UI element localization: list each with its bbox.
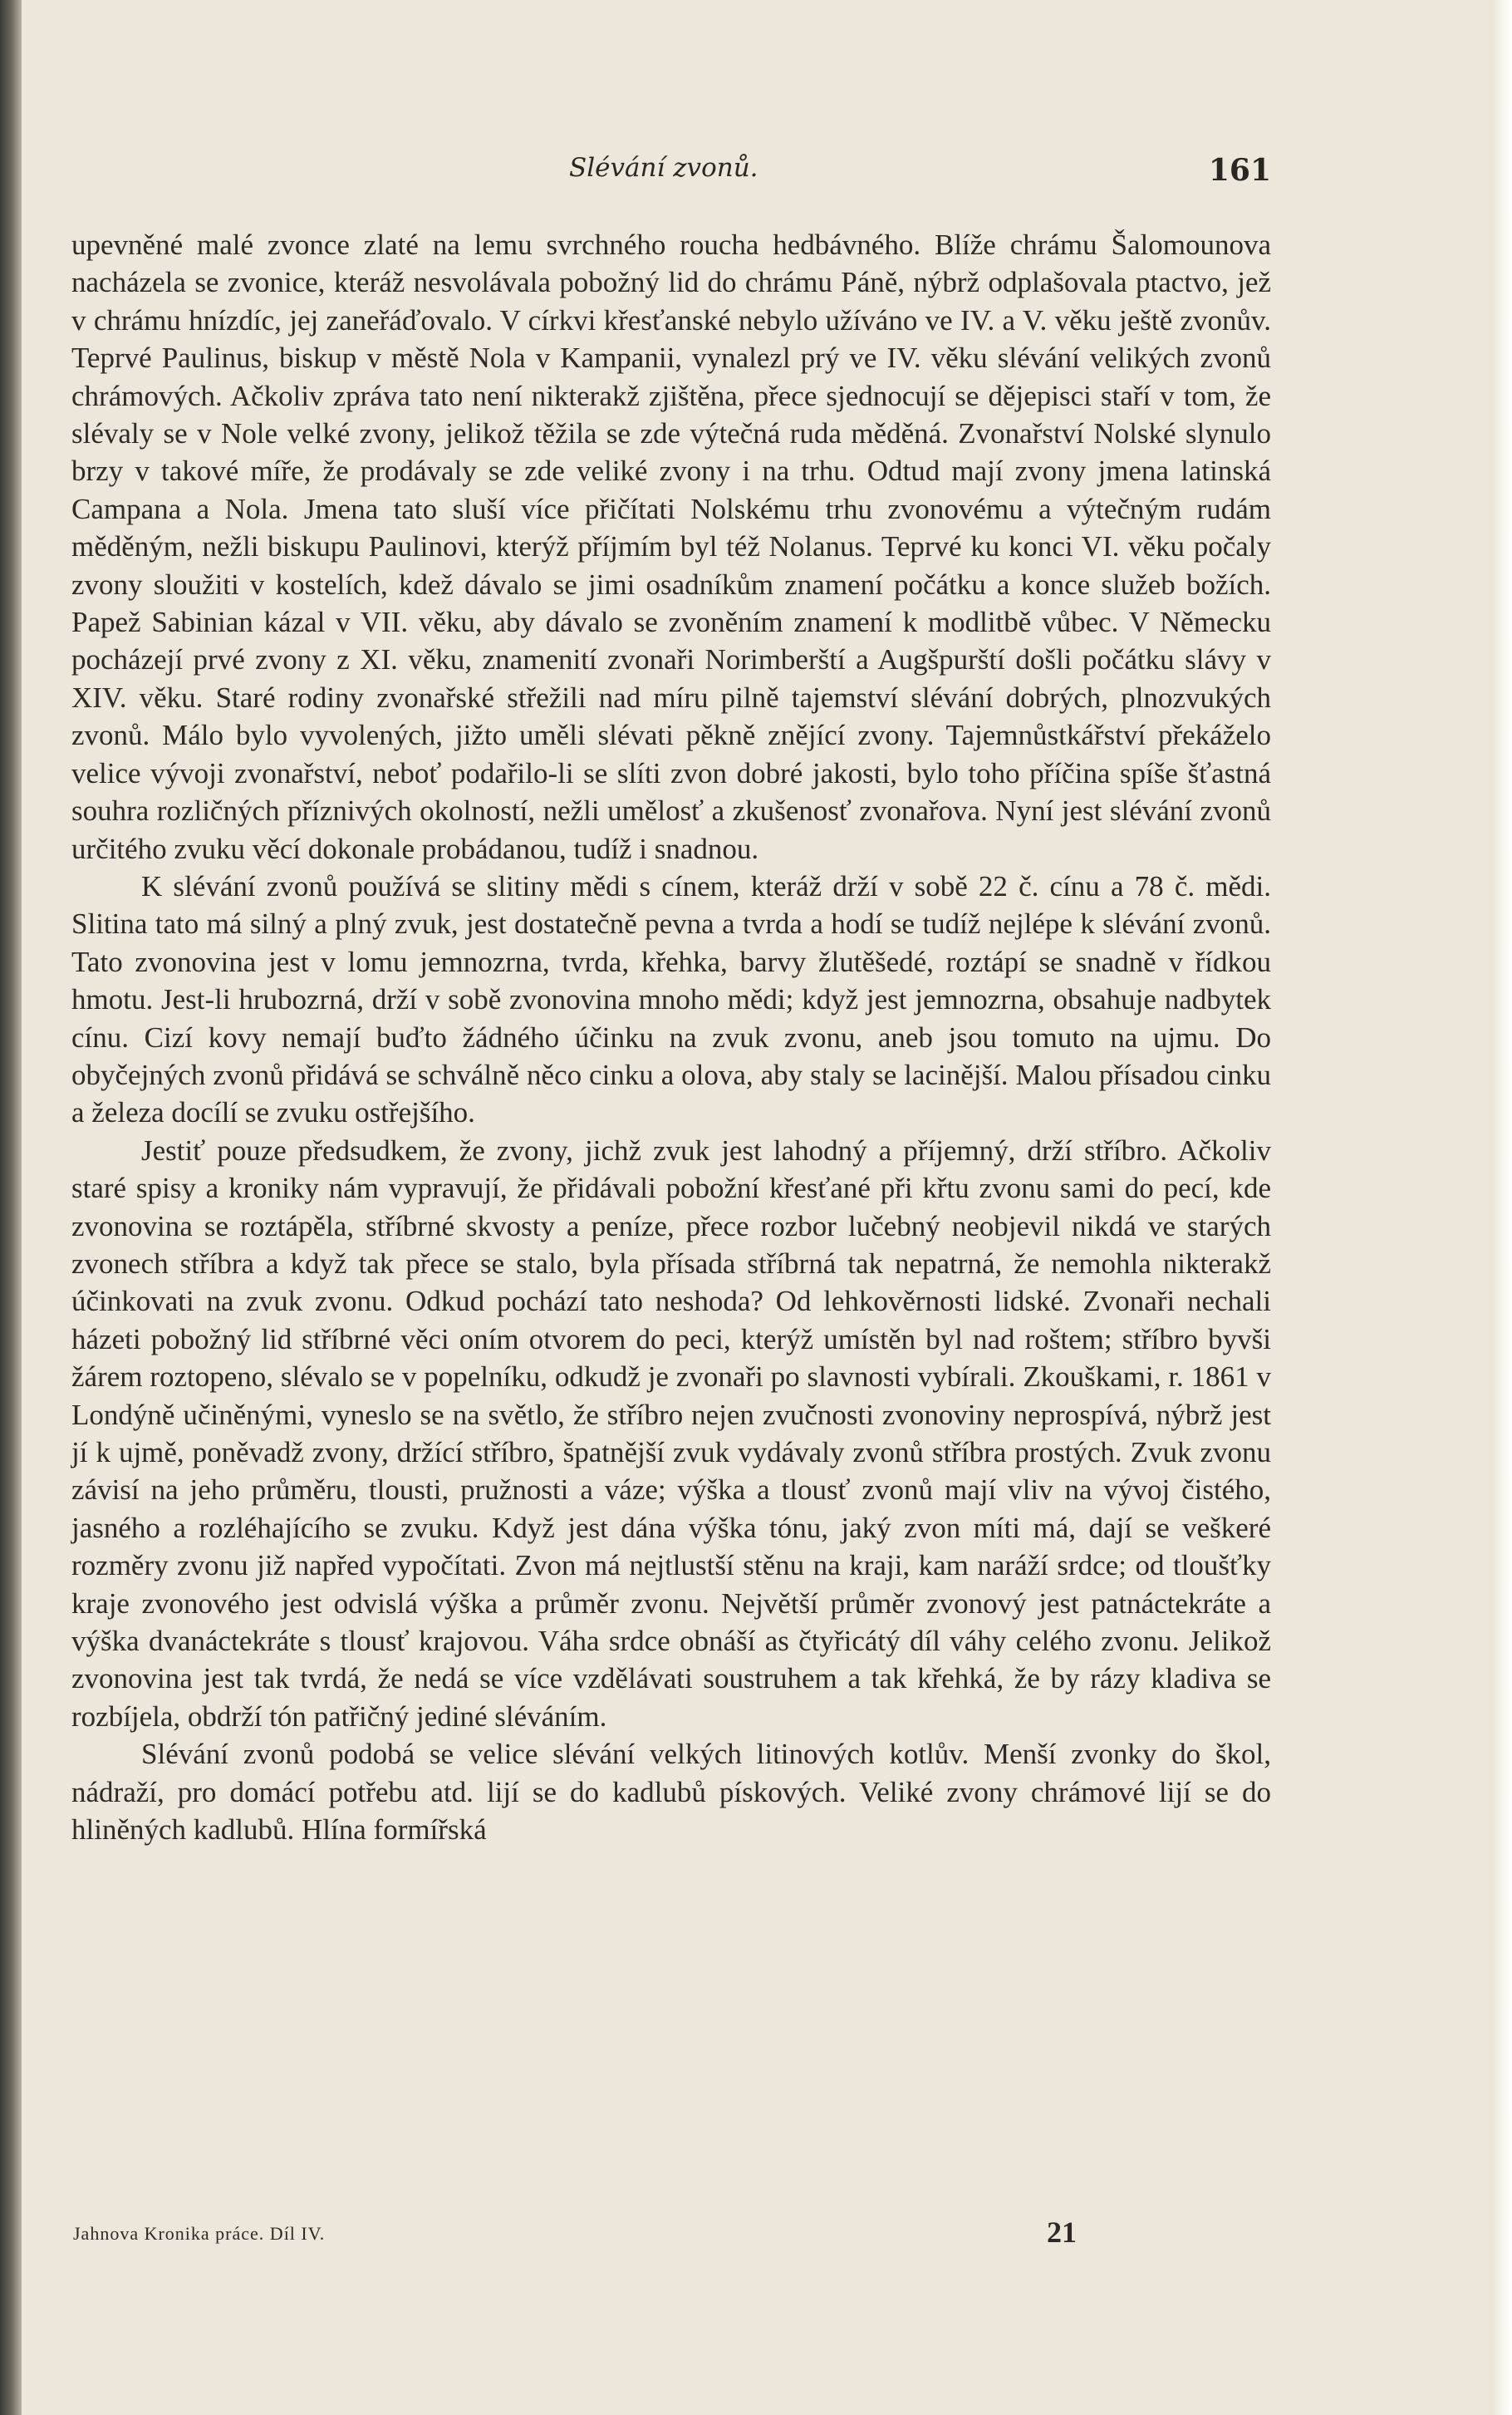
paragraph: Slévání zvonů podobá se velice slévání velkých litinových kotlův. Menší zvonky do škol, nádraží, pro domácí potřebu atd. lijí se do kadlubů pískových. Veliké zvony chrámové lijí se do hliněných kadlubů. Hlína formířská (71, 1738, 1271, 1847)
page-header (75, 153, 1271, 203)
body-text (71, 226, 1271, 1848)
paragraph: K slévání zvonů používá se slitiny mědi s cínem, kteráž drží v sobě 22 č. cínu a 78 č. mědi. Slitina tato má silný a plný zvuk, jest dostatečně pevna a tvrda a hodí se tudíž nejlépe k slévání zvonů. Tato zvonovina jest v lomu jemnozrna, tvrda, křehka, barvy žlutěšedé, roztápí se snadně v řídkou hmotu. Jest-li hrubozrná, drží v sobě zvonovina mnoho mědi; když jest jemnozrna, obsahuje nadbytek cínu. Cizí kovy nemají buďto žádného účinku na zvuk zvonu, aneb jsou tomuto na ujmu. Do obyčejných zvonů přidává se schválně něco cinku a olova, aby staly se lacinější. Malou přísadou cinku a železa docílí se zvuku ostřejšího. (71, 869, 1271, 1129)
printer-signature: Jahnova Kronika práce. Díl IV. (73, 2223, 326, 2244)
paragraph: upevněné malé zvonce zlaté na lemu svrchného roucha hedbávného. Blíže chrámu Šalomounova nacházela se zvonice, kteráž nesvolávala pobožný lid do chrámu Páně, nýbrž odplašovala ptactvo, jež v chrámu hnízdíc, jej zaneřáďovalo. V církvi křesťanské nebylo užíváno ve IV. a V. věku ještě zvonův. Teprvé Paulinus, biskup v městě Nola v Kampanii, vynalezl prý ve IV. věku slévání velikých zvonů chrámových. Ačkoliv zpráva tato není nikterakž zjištěna, přece sjednocují se dějepisci staří v tom, že slévaly se v Nole velké zvony, jelikož těžila se zde výtečná ruda měděná. Zvonařství Nolské slynulo brzy v takové míře, že prodávaly se zde veliké zvony i na trhu. Odtud mají zvony jmena latinská Campana a Nola. Jmena tato sluší více přičítati Nolskému trhu zvonovému a výtečným rudám měděným, nežli biskupu Paulinovi, kterýž příjmím byl též Nolanus. Teprvé ku konci VI. věku počaly zvony sloužiti v kostelích, kdež dávalo se jimi osadníkům znamení počátku a konce služeb božích. Papež Sabinian kázal v VII. věku, aby dávalo se zvoněním znamení k modlitbě vůbec. V Německu pocházejí prvé zvony z XI. věku, znamenití zvonaři Norimberští a Augšpurští došli počátku slávy v XIV. věku. Staré rodiny zvonařské střežili nad míru pilně tajemství slévání dobrých, plnozvukých zvonů. Málo bylo vyvolených, jižto uměli slévati pěkně znějící zvony. Tajemnůstkářství překáželo velice vývoji zvonařství, neboť podařilo-li se slíti zvon dobré jakosti, bylo toho příčina spíše šťastná souhra rozličných příznivých okolností, nežli umělosť a zkušenosť zvonařova. Nyní jest slévání zvonů určitého zvuku věcí dokonale probádanou, tudíž i snadnou. (71, 229, 1271, 865)
page-number: 161 (1208, 153, 1271, 188)
page-footer (73, 2215, 1269, 2256)
binding-shadow (0, 0, 22, 2415)
sheet-number: 21 (1047, 2216, 1077, 2249)
page-edge (1494, 0, 1512, 2415)
running-title: Slévání zvonů. (569, 153, 758, 183)
paragraph: Jestiť pouze předsudkem, že zvony, jichž zvuk jest lahodný a příjemný, drží stříbro. Ačkoliv staré spisy a kroniky nám vypravují, že přidávali pobožní křesťané při křtu zvonu sami do pecí, kde zvonovina se roztápěla, stříbrné skvosty a peníze, přece rozbor lučebný neobjevil nikdá ve starých zvonech stříbra a když tak přece se stalo, byla přísada stříbrná tak nepatrná, že nemohla nikterakž účinkovati na zvuk zvonu. Odkud pochází tato neshoda? Od lehkověrnosti lidské. Zvonaři nechali házeti pobožný lid stříbrné věci oním otvorem do peci, kterýž umístěn byl nad roštem; stříbro byvši žárem roztopeno, slévalo se v popelníku, odkudž je zvonaři po slavnosti vybírali. Zkouškami, r. 1861 v Londýně učiněnými, vyneslo se na světlo, že stříbro nejen zvučnosti zvonoviny neprospívá, nýbrž jest jí k ujmě, poněvadž zvony, držící stříbro, špatnější zvuk vydávaly zvonů stříbra prostých. Zvuk zvonu závisí na jeho průměru, tlousti, pružnosti a váze; výška a tlousť zvonů mají vliv na vývoj čistého, jasného a rozléhajícího se zvuku. Když jest dána výška tónu, jaký zvon míti má, dají se veškeré rozměry zvonu již napřed vypočítati. Zvon má nejtlustší stěnu na kraji, kam naráží srdce; od tloušťky kraje zvonového jest odvislá výška a průměr zvonu. Největší průměr zvonový jest patnáctekráte a výška dvanáctekráte s tlousť krajovou. Váha srdce obnáší as čtyřicátý díl váhy celého zvonu. Jelikož zvonovina jest tak tvrdá, že nedá se více vzdělávati soustruhem a tak křehká, že by rázy kladiva se rozbíjela, obdrží tón patřičný jediné sléváním. (71, 1134, 1271, 1733)
